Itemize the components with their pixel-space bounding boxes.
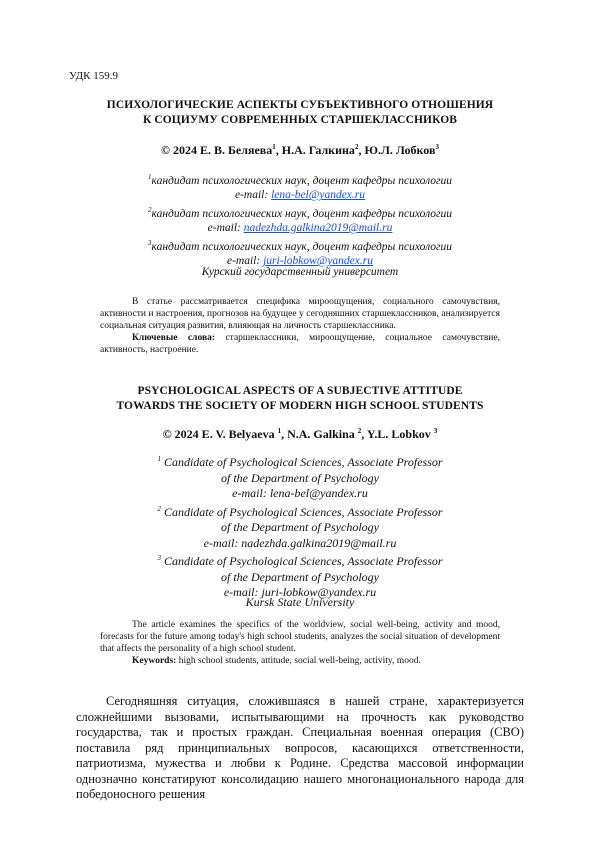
ru-abstract: В статье рассматривается специфика мироощущения, социального самочувствия, активности и настроения, прогнозов на будущее у сегодняшних старшеклассников, анализируется социальная ситуация развития, влияющая на личность старшеклассника. [100,297,500,331]
ru-keywords-label: Ключевые слова: [132,333,216,343]
ru-affil-3-position-text: кандидат психологических наук, доцент кафедры психологии [151,240,452,253]
ru-affil-3-email-label: e-mail: [226,254,264,267]
en-title-line2: TOWARDS THE SOCIETY OF MODERN HIGH SCHOOL STUDENTS [116,400,484,412]
en-affil-3-email[interactable]: e-mail: juri-lobkow@yandex.ru [223,585,377,599]
ru-affil-3-sup: 3 [147,238,152,247]
en-affil-3-line1 [60,551,540,570]
en-affil-3-line1-text: Candidate of Psychological Sciences, Associate Professor [160,554,443,568]
udc-code: УДК 159.9 [69,70,119,82]
ru-keywords-text: старшеклассники, мироощущение, социальное самочувствие, активность, настроение. [100,333,500,355]
en-university: Kursk State University [245,595,355,609]
ru-keywords [100,332,500,356]
ru-title-line2: К СОЦИУМУ СОВРЕМЕННЫХ СТАРШЕКЛАССНИКОВ [142,114,458,126]
en-keywords [100,655,500,667]
en-affil-2-sup: 2 [157,504,161,513]
en-author3-sup: 3 [433,427,438,435]
ru-affil-1-sup: 1 [147,173,152,181]
en-title [60,384,540,414]
ru-author3-sup: 3 [435,143,439,151]
en-abstract: The article examines the specifics of the worldview, social well-being, activity and mood, forecasts for the future among today's high school students, analyzes the social situation of development that affects the personality of a high school student. [100,620,500,654]
en-affil-2-line1-text: Candidate of Psychological Sciences, Associate Professor [160,504,443,519]
en-affil-2-email[interactable]: e-mail: nadezhda.galkina2019@mail.ru [203,535,397,550]
ru-university: Курский государственный университет [201,266,399,278]
en-affil-1-line1-text: Candidate of Psychological Sciences, Associate Professor [160,455,443,469]
en-author2-sup: 2 [357,427,362,435]
ru-affil-2-email-label: e-mail: [207,222,244,235]
en-affil-2-line2: of the Department of Psychology [221,520,379,534]
en-authors [60,427,540,442]
main-text [76,694,524,803]
ru-affil-3-position [60,236,540,254]
ru-author3: , Ю.Л. Лобков [358,143,436,157]
ru-author1-sup: 1 [272,143,276,151]
ru-affil-1-position-text: кандидат психологических наук, доцент кафедры психологии [151,174,452,187]
ru-affil-1-position [60,170,540,188]
en-affiliations [60,452,540,601]
en-author3: , Y.L. Lobkov [361,427,434,441]
en-affil-1-email[interactable]: e-mail: lena-bel@yandex.ru [232,486,368,500]
en-affil-2-line1 [60,502,540,521]
ru-author2: , Н.А. Галкина [275,143,355,157]
ru-affiliations [60,170,540,268]
en-keywords-text: high school students, attitude, social well-being, activity, mood. [176,656,421,666]
ru-title [60,98,540,128]
ru-authors [60,143,540,158]
ru-author2-sup: 2 [354,143,359,151]
en-keywords-label: Keywords: [132,656,177,666]
body-paragraph: Сегодняшняя ситуация, сложившаяся в нашей стране, характеризуется сложнейшими вызовами, испытывающими на прочность как руководство государства, так и простых граждан. Специальная военная операция (СВО) поставила ряд принципиальных вопросов, касающихся ответственности, патриотизма, мужества и любви к Родине. Средства массовой информации однозначно констатируют консолидацию нашего многонационального народа для победоносного решения [76,694,524,801]
ru-affil-1-email-label: e-mail: [234,189,272,202]
ru-email-link-1[interactable]: lena-bel@yandex.ru [271,189,365,202]
en-affil-3-line2: of the Department of Psychology [221,569,379,584]
ru-abstract-block [100,296,500,356]
en-abstract-block [100,619,500,667]
en-affil-3-sup: 3 [157,554,161,562]
en-author1: © 2024 E. V. Belyaeva [162,427,278,441]
en-author1-sup: 1 [277,427,282,435]
en-affil-1-line1 [60,452,540,471]
ru-affil-1-email-row [60,188,540,203]
ru-affil-2-email-row [60,221,540,236]
ru-title-line1: ПСИХОЛОГИЧЕСКИЕ АСПЕКТЫ СУБЪЕКТИВНОГО ОТНОШЕНИЯ [106,99,494,111]
ru-email-link-2[interactable]: nadezhda.galkina2019@mail.ru [243,222,393,235]
ru-affil-2-sup: 2 [147,205,152,214]
en-affil-1-line2: of the Department of Psychology [221,470,379,485]
en-affil-1-sup: 1 [157,455,161,463]
en-title-line1: PSYCHOLOGICAL ASPECTS OF A SUBJECTIVE ATTITUDE [137,385,463,397]
ru-affil-2-position-text: кандидат психологических наук, доцент кафедры психологии [151,207,452,220]
ru-author1: © 2024 Е. В. Беляева [161,143,273,157]
ru-email-link-3[interactable]: juri-lobkow@yandex.ru [263,254,373,267]
ru-affil-2-position [60,203,540,221]
en-author2: , N.A. Galkina [281,427,358,441]
